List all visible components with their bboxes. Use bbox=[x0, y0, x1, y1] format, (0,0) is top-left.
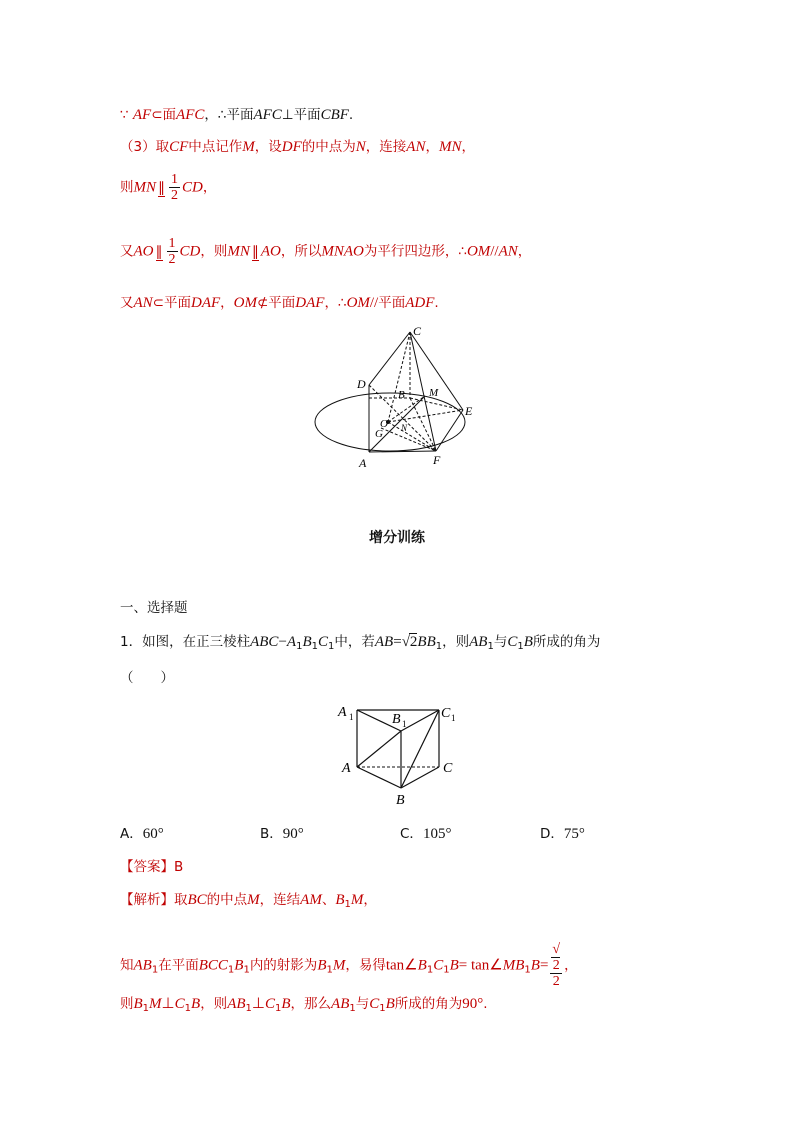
text: ，连接 bbox=[365, 139, 407, 155]
proof-line-5 bbox=[120, 291, 439, 312]
question-type-heading: 一、选择题 bbox=[120, 600, 188, 616]
math: B bbox=[281, 996, 291, 1012]
math: B bbox=[191, 996, 201, 1012]
denominator: 2 bbox=[168, 252, 176, 267]
math: AN bbox=[498, 243, 518, 260]
denominator: 2 bbox=[552, 974, 560, 989]
option-C[interactable] bbox=[400, 822, 451, 843]
math: AB bbox=[133, 957, 152, 974]
math: − bbox=[278, 634, 287, 650]
label-A: A bbox=[342, 761, 351, 776]
math: AB bbox=[227, 996, 246, 1012]
text: ，∴平面 bbox=[204, 107, 254, 123]
text: ，易得 bbox=[345, 957, 386, 974]
option-value: 60° bbox=[142, 826, 164, 842]
text: 内的射影为 bbox=[249, 957, 318, 974]
option-value: 75° bbox=[563, 826, 585, 842]
solid-edges bbox=[369, 332, 463, 452]
proof-line-2 bbox=[120, 135, 475, 156]
text: ，则 bbox=[200, 243, 228, 260]
math: = bbox=[393, 634, 402, 650]
geometry-figure-cone bbox=[305, 320, 485, 480]
math: 90° bbox=[462, 996, 484, 1012]
math-AFC: AFC bbox=[176, 107, 205, 123]
sqrt-radicand: 2 bbox=[409, 634, 418, 650]
text: ⊄平面 bbox=[256, 295, 296, 311]
text: ，设 bbox=[254, 139, 282, 155]
math: ⊥ bbox=[161, 996, 175, 1012]
question-1-blank: （ ） bbox=[120, 670, 174, 686]
math: B bbox=[417, 957, 427, 974]
label-M: M bbox=[429, 387, 439, 399]
text: 在平面 bbox=[158, 957, 199, 974]
math: C bbox=[174, 996, 185, 1012]
answer-tag: 【答案】 bbox=[120, 859, 174, 875]
proof-line-4 bbox=[120, 236, 531, 267]
math: C bbox=[507, 634, 518, 650]
label-A: A bbox=[359, 456, 367, 470]
math: tan∠ bbox=[385, 957, 418, 974]
math: M bbox=[149, 996, 162, 1012]
numerator: √ 2 bbox=[552, 942, 561, 973]
text: ⊂面 bbox=[151, 107, 177, 123]
label-B: B bbox=[398, 389, 405, 401]
math-AF: AF bbox=[132, 107, 152, 123]
text: 中点记作 bbox=[188, 139, 243, 155]
parallel-equal-symbol: ∥ bbox=[251, 244, 259, 260]
math: CD bbox=[182, 179, 203, 196]
math: B bbox=[317, 957, 327, 974]
question-1: 1．如图，在正三棱柱$ABC-A_1B_1C_1$中，若$AB=√2BB_1$，则$AB_1$与$C_1B$所成的角为 bbox=[120, 634, 601, 652]
option-value: 105° bbox=[422, 826, 452, 842]
label-A1: A bbox=[338, 705, 347, 720]
text: ，所以 bbox=[280, 243, 322, 260]
option-value: 90° bbox=[282, 826, 304, 842]
math: B bbox=[449, 957, 459, 974]
math: MNAO bbox=[321, 243, 364, 260]
text: ， bbox=[425, 139, 439, 155]
text: 与 bbox=[355, 996, 370, 1012]
text: ，则 bbox=[442, 634, 470, 650]
because-symbol: ∵ bbox=[120, 107, 129, 123]
text: 的中点为 bbox=[301, 139, 356, 155]
math: OM bbox=[346, 295, 370, 311]
label-N: N bbox=[401, 423, 408, 433]
math: ADF bbox=[405, 295, 435, 311]
math: BCC bbox=[198, 957, 228, 974]
math: MB bbox=[502, 957, 525, 974]
text: ，连结 bbox=[259, 892, 301, 908]
math: M bbox=[247, 892, 260, 908]
math: CD bbox=[179, 243, 201, 260]
label-G: G bbox=[375, 428, 383, 440]
label-C: C bbox=[413, 324, 422, 338]
section-title: 增分训练 bbox=[369, 530, 425, 546]
label-C: C bbox=[443, 761, 453, 776]
math: MN bbox=[438, 139, 462, 155]
math: OM bbox=[233, 295, 257, 311]
text: . bbox=[434, 295, 439, 311]
math: C bbox=[264, 996, 275, 1012]
denominator: 2 bbox=[171, 188, 178, 203]
math: DAF bbox=[190, 295, 221, 311]
text: ，∴ bbox=[324, 295, 347, 311]
analysis-tag: 【解析】 bbox=[120, 892, 174, 908]
math: AM bbox=[300, 892, 322, 908]
numerator: 1 bbox=[171, 172, 178, 187]
text: ， bbox=[461, 139, 475, 155]
label-B1: B bbox=[392, 712, 401, 727]
proof-line-1 bbox=[120, 103, 353, 124]
math: N bbox=[355, 139, 366, 155]
text: 中，若 bbox=[334, 634, 375, 650]
text: . bbox=[483, 996, 488, 1012]
option-B[interactable] bbox=[260, 822, 304, 843]
math: MN bbox=[133, 179, 156, 196]
option-D[interactable] bbox=[540, 822, 585, 843]
math: AB bbox=[331, 996, 350, 1012]
label-B: B bbox=[396, 793, 405, 808]
math: DAF bbox=[295, 295, 325, 311]
label-E: E bbox=[465, 404, 473, 418]
label-O: O bbox=[380, 418, 388, 430]
math: BB bbox=[417, 634, 436, 650]
text: ⊥平面 bbox=[281, 107, 321, 123]
text: （3）取 bbox=[120, 139, 170, 155]
text: ， bbox=[517, 243, 532, 260]
math: M bbox=[350, 892, 364, 908]
math: MN bbox=[227, 243, 250, 260]
math: B bbox=[385, 996, 395, 1012]
text: 知 bbox=[120, 957, 134, 974]
label-D: D bbox=[357, 377, 366, 391]
option-A[interactable] bbox=[120, 822, 164, 843]
text: ，那么 bbox=[290, 996, 332, 1012]
text: 平面 bbox=[378, 295, 406, 311]
text: 的中点 bbox=[206, 892, 248, 908]
label-F: F bbox=[433, 453, 441, 467]
sqrt-radicand: 2 bbox=[552, 958, 560, 973]
parallel-equal-symbol: ∥ bbox=[155, 244, 163, 260]
numerator: 1 bbox=[168, 236, 176, 251]
text: 1．如图，在正三棱柱 bbox=[120, 634, 251, 650]
geometry-figure-prism bbox=[335, 700, 465, 810]
math: C bbox=[369, 996, 380, 1012]
label-B1-sub: 1 bbox=[402, 719, 407, 729]
math: AN bbox=[406, 139, 426, 155]
text: . bbox=[348, 107, 354, 123]
fraction-half bbox=[167, 236, 178, 267]
math: B bbox=[133, 996, 143, 1012]
math: M bbox=[332, 957, 346, 974]
math: AN bbox=[133, 295, 153, 311]
math: A bbox=[286, 634, 297, 650]
math: B bbox=[234, 957, 244, 974]
text: 所成的角为 bbox=[394, 996, 463, 1012]
label-C1-sub: 1 bbox=[451, 713, 456, 723]
math: OM bbox=[466, 243, 491, 260]
fraction-half bbox=[169, 172, 180, 203]
analysis-line-1: 【解析】取BC的中点M，连结AM、$B_1M$， bbox=[120, 892, 377, 910]
math: AO bbox=[133, 243, 154, 260]
text: ， bbox=[202, 179, 217, 196]
math: // bbox=[490, 243, 499, 260]
option-letter: D． bbox=[540, 826, 564, 842]
analysis-line-2: 知$AB_1$在平面$BCC_1B_1$内的射影为$B_1M$，易得$\tan\angle B_1C_1B=$ $\tan\angle MB_1B=$ √ 2 2 ， bbox=[120, 942, 578, 989]
hidden-edges bbox=[369, 332, 463, 451]
math: B bbox=[335, 892, 345, 908]
text: 与 bbox=[493, 634, 508, 650]
text: 又 bbox=[120, 243, 134, 260]
text: ，则 bbox=[200, 996, 228, 1012]
text: ， bbox=[564, 957, 578, 974]
math: BC bbox=[187, 892, 207, 908]
text: ， bbox=[363, 892, 377, 908]
math: ABC bbox=[250, 634, 279, 650]
math: AB bbox=[374, 634, 394, 650]
fraction-sqrt2-over-2 bbox=[550, 942, 562, 989]
text: 则 bbox=[120, 179, 134, 196]
text: 则 bbox=[120, 996, 134, 1012]
math: = bbox=[539, 957, 549, 974]
math: C bbox=[433, 957, 444, 974]
option-letter: C． bbox=[400, 826, 423, 842]
math: CF bbox=[169, 139, 189, 155]
text: 为平行四边形，∴ bbox=[363, 243, 467, 260]
math: ⊥ bbox=[251, 996, 265, 1012]
math: DF bbox=[281, 139, 302, 155]
math: = tan∠ bbox=[458, 957, 503, 974]
math: M bbox=[242, 139, 255, 155]
option-letter: A． bbox=[120, 826, 143, 842]
math: AB bbox=[469, 634, 488, 650]
option-letter: B． bbox=[260, 826, 283, 842]
text: ⊂平面 bbox=[152, 295, 191, 311]
text: ， bbox=[220, 295, 234, 311]
math: // bbox=[369, 295, 379, 311]
answer-value: B bbox=[174, 859, 184, 875]
math-CBF: CBF bbox=[320, 107, 349, 123]
analysis-line-3: 则$B_1M\perp C_1B$，则$AB_1\perp C_1B$，那么$AB_1$与$C_1B$所成的角为90°. bbox=[120, 996, 488, 1014]
math: AO bbox=[260, 243, 281, 260]
text: 又 bbox=[120, 295, 134, 311]
math-AFC: AFC bbox=[253, 107, 282, 123]
label-C1: C bbox=[441, 706, 451, 721]
text: 取 bbox=[174, 892, 188, 908]
parallel-equal-symbol: ∥ bbox=[158, 180, 165, 196]
answer-line bbox=[120, 855, 183, 875]
text: 所成的角为 bbox=[532, 634, 601, 650]
text: 、 bbox=[321, 892, 336, 908]
proof-line-3 bbox=[120, 172, 216, 203]
math: B bbox=[530, 957, 540, 974]
label-A1-sub: 1 bbox=[349, 712, 354, 722]
